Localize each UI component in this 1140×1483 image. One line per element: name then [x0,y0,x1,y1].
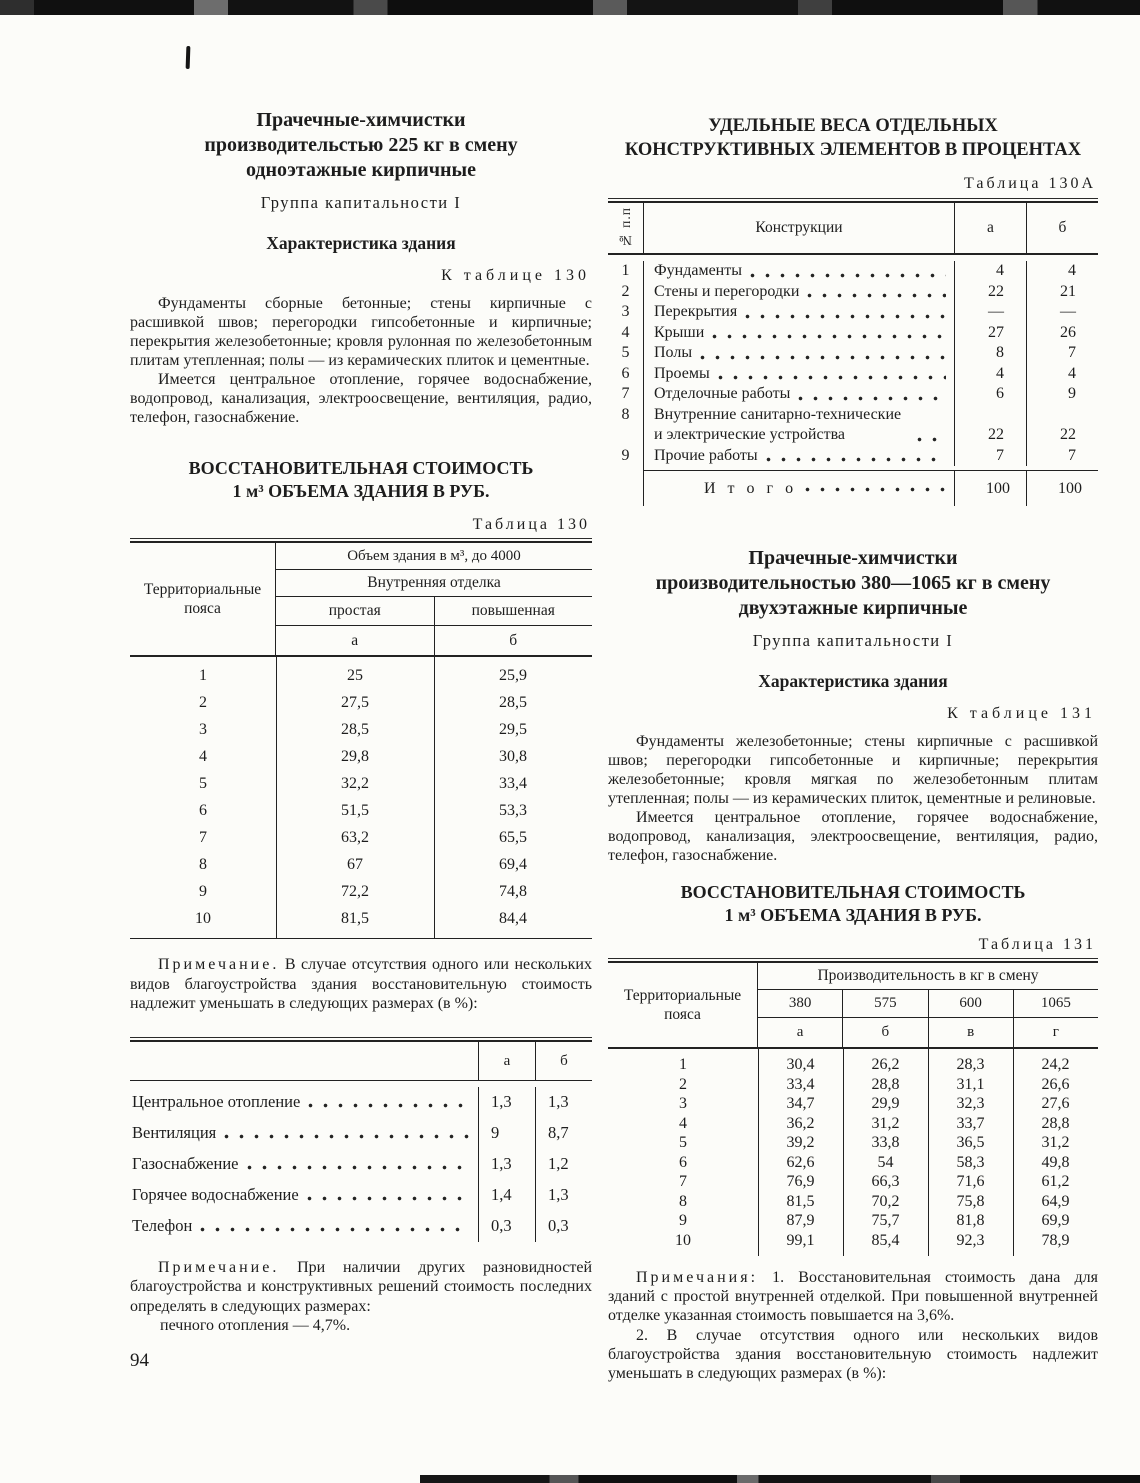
value-a-cell: 99,1 [786,1231,815,1249]
value-a-cell: 81,5 [341,910,369,927]
row-number: 4 [608,323,644,344]
value-a-cell: 4 [954,364,1026,385]
value-b-cell: 29,5 [499,721,527,738]
table-row [608,1055,1098,1075]
row-label [644,302,954,323]
value-b-cell: 22 [1026,405,1098,446]
dot-leader [307,1196,470,1201]
value-a-cell: 22 [954,405,1026,446]
note-text: 1. Восстановительная стоимость дана для зданий с простой внутренней отделкой. При повышенной внутренней отделке указанная стоимость повышается на 3,6%. [608,1269,1099,1324]
dot-leader [247,1165,471,1170]
left-column [130,0,592,1372]
label-text: Перекрытия [654,303,738,320]
table-130a-body [608,255,1098,506]
table-row [130,743,592,770]
table-131 [608,961,1098,1256]
dot-leader [718,375,946,380]
table-reference: К таблице 131 [947,705,1096,722]
row-label [130,1123,478,1143]
characteristics-heading: Характеристика здания [266,233,456,253]
dot-leader [224,1134,470,1139]
column-group-productivity: Производительность в кг в смену [758,963,1098,990]
section-title-left [130,108,592,183]
row-label [644,261,954,282]
value-b-cell: 28,8 [871,1075,900,1093]
dot-leader [750,273,946,278]
table-row [130,770,592,797]
label-text: Проемы [654,364,710,382]
value-b-cell: 84,4 [499,910,527,927]
row-label [644,343,954,364]
row-label [644,405,954,446]
table-130 [130,541,592,939]
zone-cell: 8 [199,856,207,873]
note-2: 2. В случае отсутствия одного или нескольких видов благоустройства здания восстановительную стоимость надлежит уменьшать в следующих размерах (в %): [608,1327,1098,1382]
value-a-cell: 8 [954,343,1026,364]
row-label [644,384,954,405]
value-g-cell: 64,9 [1041,1192,1070,1210]
column-header-constructions: Конструкции [755,219,843,236]
value-a-cell: 25 [347,667,363,684]
note-label: Примечания: [636,1269,759,1286]
row-label [130,1154,478,1174]
vertical-header-text: № п.п [617,207,633,249]
zone-cell: 7 [679,1173,687,1190]
label-text: Прочие работы [654,446,758,464]
table-row [130,1180,592,1211]
value-a-cell: 32,2 [341,775,369,792]
building-description [608,732,1098,865]
column-letter-a: а [954,203,1026,253]
building-description [130,294,592,427]
row-number-spacer [608,466,644,506]
zone-cell: 3 [199,721,207,738]
table-row [608,282,1098,303]
value-b-cell: 33,8 [871,1134,900,1151]
value-a-cell: 1,4 [478,1180,535,1211]
note-2 [130,1258,592,1317]
value-b-cell: 26 [1026,323,1098,344]
heading-line: 1 м³ ОБЪЕМА ЗДАНИЯ В РУБ. [232,481,490,501]
label-text: Крыши [654,323,705,341]
row-label [130,1216,478,1236]
row-number: 5 [608,343,644,364]
value-b-cell: 29,9 [871,1095,900,1112]
row-label [644,282,954,303]
table-row [608,384,1098,405]
column-header-600: 600 [928,990,1013,1018]
capital-group-line: Группа капитальности I [260,193,462,212]
reduction-table-header [130,1042,592,1081]
zone-cell: 6 [679,1153,687,1171]
column-header-number [608,203,644,253]
column-header-380: 380 [758,990,842,1018]
page-number: 94 [130,1349,149,1371]
title-line: двухэтажные кирпичные [738,597,968,619]
table-row [608,1133,1098,1153]
table-row [608,1231,1098,1251]
table-row [608,261,1098,282]
column-letter-b: б [842,1018,927,1047]
value-b-cell: 28,5 [499,694,527,711]
label-text: Центральное отопление [132,1092,301,1111]
table-row [130,851,592,878]
value-g-cell: 78,9 [1041,1231,1070,1249]
table-row [608,1114,1098,1134]
finish-columns [276,597,592,626]
column-letter-b: б [535,1042,592,1080]
heading-line: ВОССТАНОВИТЕЛЬНАЯ СТОИМОСТЬ [188,458,534,478]
value-b-cell: 7 [1026,343,1098,364]
value-v-cell: 81,8 [956,1212,985,1229]
value-g-cell: 69,9 [1041,1212,1070,1229]
value-b-cell: 100 [1026,471,1098,506]
value-a-cell: 0,3 [478,1211,535,1242]
column-letter-a: а [796,1024,804,1040]
row-label [644,446,954,467]
value-b-cell: 85,4 [871,1231,900,1249]
table-reference: К таблице 130 [441,267,590,284]
column-header-zones: Территориальные пояса [608,963,758,1047]
row-label [644,364,954,385]
paragraph: Фундаменты железобетонные; стены кирпичные с расшивкой швов; перегородки гипсобетонные и кирпичные; перекрытия железобетонные; кровля мягкая по железобетонным плитам утепленная; полы — из керамических плиток, цементные и релиновые. [608,733,1098,807]
value-a-cell: 63,2 [341,829,369,846]
table-131-header [608,963,1098,1049]
column-header-zones: Территориальные пояса [130,543,276,655]
value-v-cell: 92,3 [956,1231,985,1249]
zone-cell: 3 [679,1095,687,1112]
title-line: Прачечные-химчистки [748,547,958,569]
zone-cell: 5 [199,775,207,792]
capacity-columns [758,990,1098,1018]
column-letter-a: а [351,632,359,649]
table-130a-header [608,203,1098,255]
label-text: Полы [654,344,693,361]
row-number: 7 [608,384,644,405]
value-a-cell: 33,4 [786,1075,815,1093]
column-letter-v: в [928,1018,1013,1047]
zone-cell: 4 [199,748,207,765]
note-2-line-2: печного отопления — 4,7%. [160,1317,351,1334]
table-row [130,905,592,932]
table-row [130,824,592,851]
reduction-table-body [130,1081,592,1242]
value-v-cell: 33,7 [956,1114,985,1132]
dot-leader [798,396,946,401]
total-row-content [644,470,1098,506]
table-row [608,1153,1098,1173]
row-number: 9 [608,446,644,467]
paragraph: Фундаменты сборные бетонные; стены кирпичные с расшивкой швов; перегородки гипсобетонные и кирпичные; перекрытия железобетонные; кровля рулонная по железобетонным плитам утепленная; полы — из керамических плиток и цементные. [130,295,592,369]
scan-edge-bottom [420,1475,1140,1483]
label-text: Отделочные работы [654,385,791,402]
total-label [644,471,954,506]
label-text: Вентиляция [132,1123,217,1142]
value-g-cell: 31,2 [1041,1134,1070,1151]
table-row [608,1211,1098,1231]
zone-cell: 10 [675,1231,691,1249]
value-v-cell: 28,3 [956,1056,985,1073]
zone-cell: 2 [199,694,207,711]
label-text: Газоснабжение [132,1154,239,1173]
row-label [130,1185,478,1205]
value-b-cell: 30,8 [499,748,527,765]
value-a-cell: 1,3 [478,1149,535,1180]
column-group-finish: Внутренняя отделка [276,570,592,597]
value-a-cell: 9 [478,1118,535,1149]
value-b-cell: 31,2 [871,1114,900,1132]
value-b-cell: — [1026,302,1098,323]
value-b-cell: 74,8 [499,883,527,900]
table-row [608,1192,1098,1212]
empty-header-cell [130,1042,478,1080]
table-130-header-right [276,543,592,655]
value-g-cell: 24,2 [1041,1056,1070,1073]
zone-cell: 4 [679,1114,687,1132]
value-b-cell: 1,3 [535,1087,592,1118]
dot-leader [308,1103,470,1108]
table-row [130,878,592,905]
right-column [608,0,1098,1383]
value-a-cell: 4 [954,261,1026,282]
dot-leader [917,437,946,442]
paragraph: Имеется центральное отопление, горячее водоснабжение, водопровод, канализация, электроосвещение, вентиляция, радио, телефон, газоснабжение. [130,371,592,426]
total-row [608,466,1098,506]
table-row [130,689,592,716]
zone-cell: 7 [199,829,207,846]
heading-line: КОНСТРУКТИВНЫХ ЭЛЕМЕНТОВ В ПРОЦЕНТАХ [624,140,1082,160]
value-a-cell: 6 [954,384,1026,405]
value-a-cell: — [954,302,1026,323]
cost-heading-left [130,457,592,503]
label-text: Горячее водоснабжение [132,1185,299,1204]
note-1 [130,955,592,1014]
value-a-cell: 72,2 [341,883,369,900]
value-g-cell: 28,8 [1041,1114,1070,1132]
dot-leader [200,1227,470,1232]
column-letter-b: б [434,626,593,655]
characteristics-heading: Характеристика здания [758,671,948,691]
column-header-improved: повышенная [434,597,593,626]
value-a-cell: 76,9 [786,1173,815,1190]
value-a-cell: 7 [954,446,1026,467]
table-row [130,1149,592,1180]
zone-cell: 1 [679,1056,687,1073]
capital-group-line: Группа капитальности I [752,631,954,650]
value-a-cell: 27,5 [341,694,369,711]
zone-cell: 1 [199,667,207,684]
zone-cell: 9 [199,883,207,900]
table-row [130,1211,592,1242]
note-text: В случае отсутствия одного или нескольких видов благоустройства здания восстановительную стоимость надлежит уменьшать в следующих размерах (в %): [130,956,592,1012]
value-a-cell: 22 [954,282,1026,303]
value-a-cell: 100 [954,471,1026,506]
value-b-cell: 1,2 [535,1149,592,1180]
value-g-cell: 49,8 [1041,1153,1070,1171]
letter-columns [276,626,592,655]
cost-heading-right [608,881,1098,927]
heading-line: 1 м³ ОБЪЕМА ЗДАНИЯ В РУБ. [724,905,982,925]
column-group-volume: Объем здания в м³, до 4000 [276,543,592,570]
notes-block [608,1268,1098,1383]
value-g-cell: 26,6 [1041,1075,1070,1093]
zone-cell: 5 [679,1134,687,1151]
value-b-cell: 7 [1026,446,1098,467]
value-b-cell: 69,4 [499,856,527,873]
row-number: 6 [608,364,644,385]
row-number: 8 [608,405,644,446]
reduction-table [130,1040,592,1242]
value-a-cell: 29,8 [341,748,369,765]
value-a-cell: 67 [347,856,363,873]
value-g-cell: 27,6 [1041,1095,1070,1112]
value-b-cell: 4 [1026,364,1098,385]
column-letter-g: г [1013,1018,1098,1047]
label-text: Стены и перегородки [654,282,800,300]
row-label [644,323,954,344]
value-a-cell: 28,5 [341,721,369,738]
heading-line: УДЕЛЬНЫЕ ВЕСА ОТДЕЛЬНЫХ [708,116,998,136]
table-row [608,343,1098,364]
table-row [130,662,592,689]
column-header-simple: простая [276,597,434,626]
value-v-cell: 36,5 [956,1134,985,1151]
value-b-cell: 21 [1026,282,1098,303]
label-text: Телефон [132,1216,193,1235]
table-row [130,1118,592,1149]
table-caption: Таблица 130А [964,175,1096,192]
value-a-cell: 1,3 [478,1087,535,1118]
value-a-cell: 81,5 [786,1192,815,1210]
value-b-cell: 8,7 [535,1118,592,1149]
value-b-cell: 0,3 [535,1211,592,1242]
value-b-cell: 4 [1026,261,1098,282]
row-number: 1 [608,261,644,282]
row-number: 2 [608,282,644,303]
zone-cell: 8 [679,1192,687,1210]
column-letter-b: б [1026,203,1098,253]
value-b-cell: 75,7 [871,1212,900,1229]
value-b-cell: 53,3 [499,802,527,819]
value-a-cell: 39,2 [786,1134,815,1151]
value-b-cell: 70,2 [871,1192,900,1210]
table-row [130,716,592,743]
value-a-cell: 27 [954,323,1026,344]
row-number: 3 [608,302,644,323]
table-row [608,302,1098,323]
dot-leader [807,293,946,298]
table-row [608,1172,1098,1192]
value-v-cell: 58,3 [956,1153,985,1171]
value-g-cell: 61,2 [1041,1173,1070,1190]
table-row [608,1094,1098,1114]
column-header-1065: 1065 [1013,990,1098,1018]
table-130-body [130,657,592,938]
table-caption: Таблица 130 [472,516,590,533]
dot-leader [712,334,946,339]
value-v-cell: 32,3 [956,1095,985,1112]
column-header-575: 575 [842,990,927,1018]
table-130a [608,201,1098,506]
value-b-cell: 65,5 [499,829,527,846]
label-text: И т о г о [704,479,798,497]
table-row [130,797,592,824]
value-v-cell: 71,6 [956,1173,985,1190]
title-line: Прачечные-химчистки [256,109,466,131]
zone-cell: 2 [679,1075,687,1093]
label-text: Фундаменты [654,262,742,279]
value-a-cell: 51,5 [341,802,369,819]
value-v-cell: 31,1 [956,1075,985,1093]
note-label: Примечание. [158,956,280,973]
dot-leader [700,355,946,360]
table-caption: Таблица 131 [978,936,1096,953]
title-line: производительстью 225 кг в смену [204,134,518,156]
value-a-cell: 36,2 [786,1114,815,1132]
value-b-cell: 54 [877,1153,894,1171]
table-row [608,364,1098,385]
table-131-header-right [758,963,1098,1047]
column-letter-a: а [478,1042,535,1080]
zone-cell: 6 [199,802,207,819]
table-131-body [608,1049,1098,1256]
value-a-cell: 30,4 [786,1056,815,1073]
dot-leader [745,314,946,319]
letter-columns [758,1018,1098,1047]
heading-line: ВОССТАНОВИТЕЛЬНАЯ СТОИМОСТЬ [680,882,1026,902]
title-line: производительностью 380—1065 кг в смену [655,572,1051,594]
table-row [608,405,1098,446]
row-label [130,1092,478,1112]
section-title-right [608,546,1098,621]
table-row [130,1087,592,1118]
value-v-cell: 75,8 [956,1192,985,1210]
value-b-cell: 9 [1026,384,1098,405]
value-b-cell: 66,3 [871,1173,900,1190]
paragraph: Имеется центральное отопление, горячее водоснабжение, водопровод, канализация, электроосвещение, вентиляция, радио, телефон, газоснабжение. [608,809,1098,864]
dot-leader [766,457,946,462]
table-row [608,1075,1098,1095]
value-b-cell: 26,2 [871,1056,900,1073]
value-a-cell: 87,9 [786,1212,815,1229]
note-1 [608,1268,1098,1325]
value-b-cell: 33,4 [499,775,527,792]
table-130-header [130,543,592,657]
weights-heading [608,114,1098,162]
title-line: одноэтажные кирпичные [245,159,477,181]
table-row [608,323,1098,344]
value-b-cell: 1,3 [535,1180,592,1211]
dot-leader [805,487,946,492]
table-row [608,446,1098,467]
note-text: При наличии других разновидностей благоустройства и конструктивных решений стоимость последних определять в следующих размерах: [130,1258,593,1315]
note-label: Примечание. [158,1258,280,1276]
zone-cell: 10 [195,910,211,927]
zone-cell: 9 [679,1212,687,1229]
value-b-cell: 25,9 [499,667,527,684]
value-a-cell: 62,6 [786,1153,815,1171]
label-text: Внутренние санитарно-технические и электрические устройства [654,405,902,443]
value-a-cell: 34,7 [786,1095,815,1112]
